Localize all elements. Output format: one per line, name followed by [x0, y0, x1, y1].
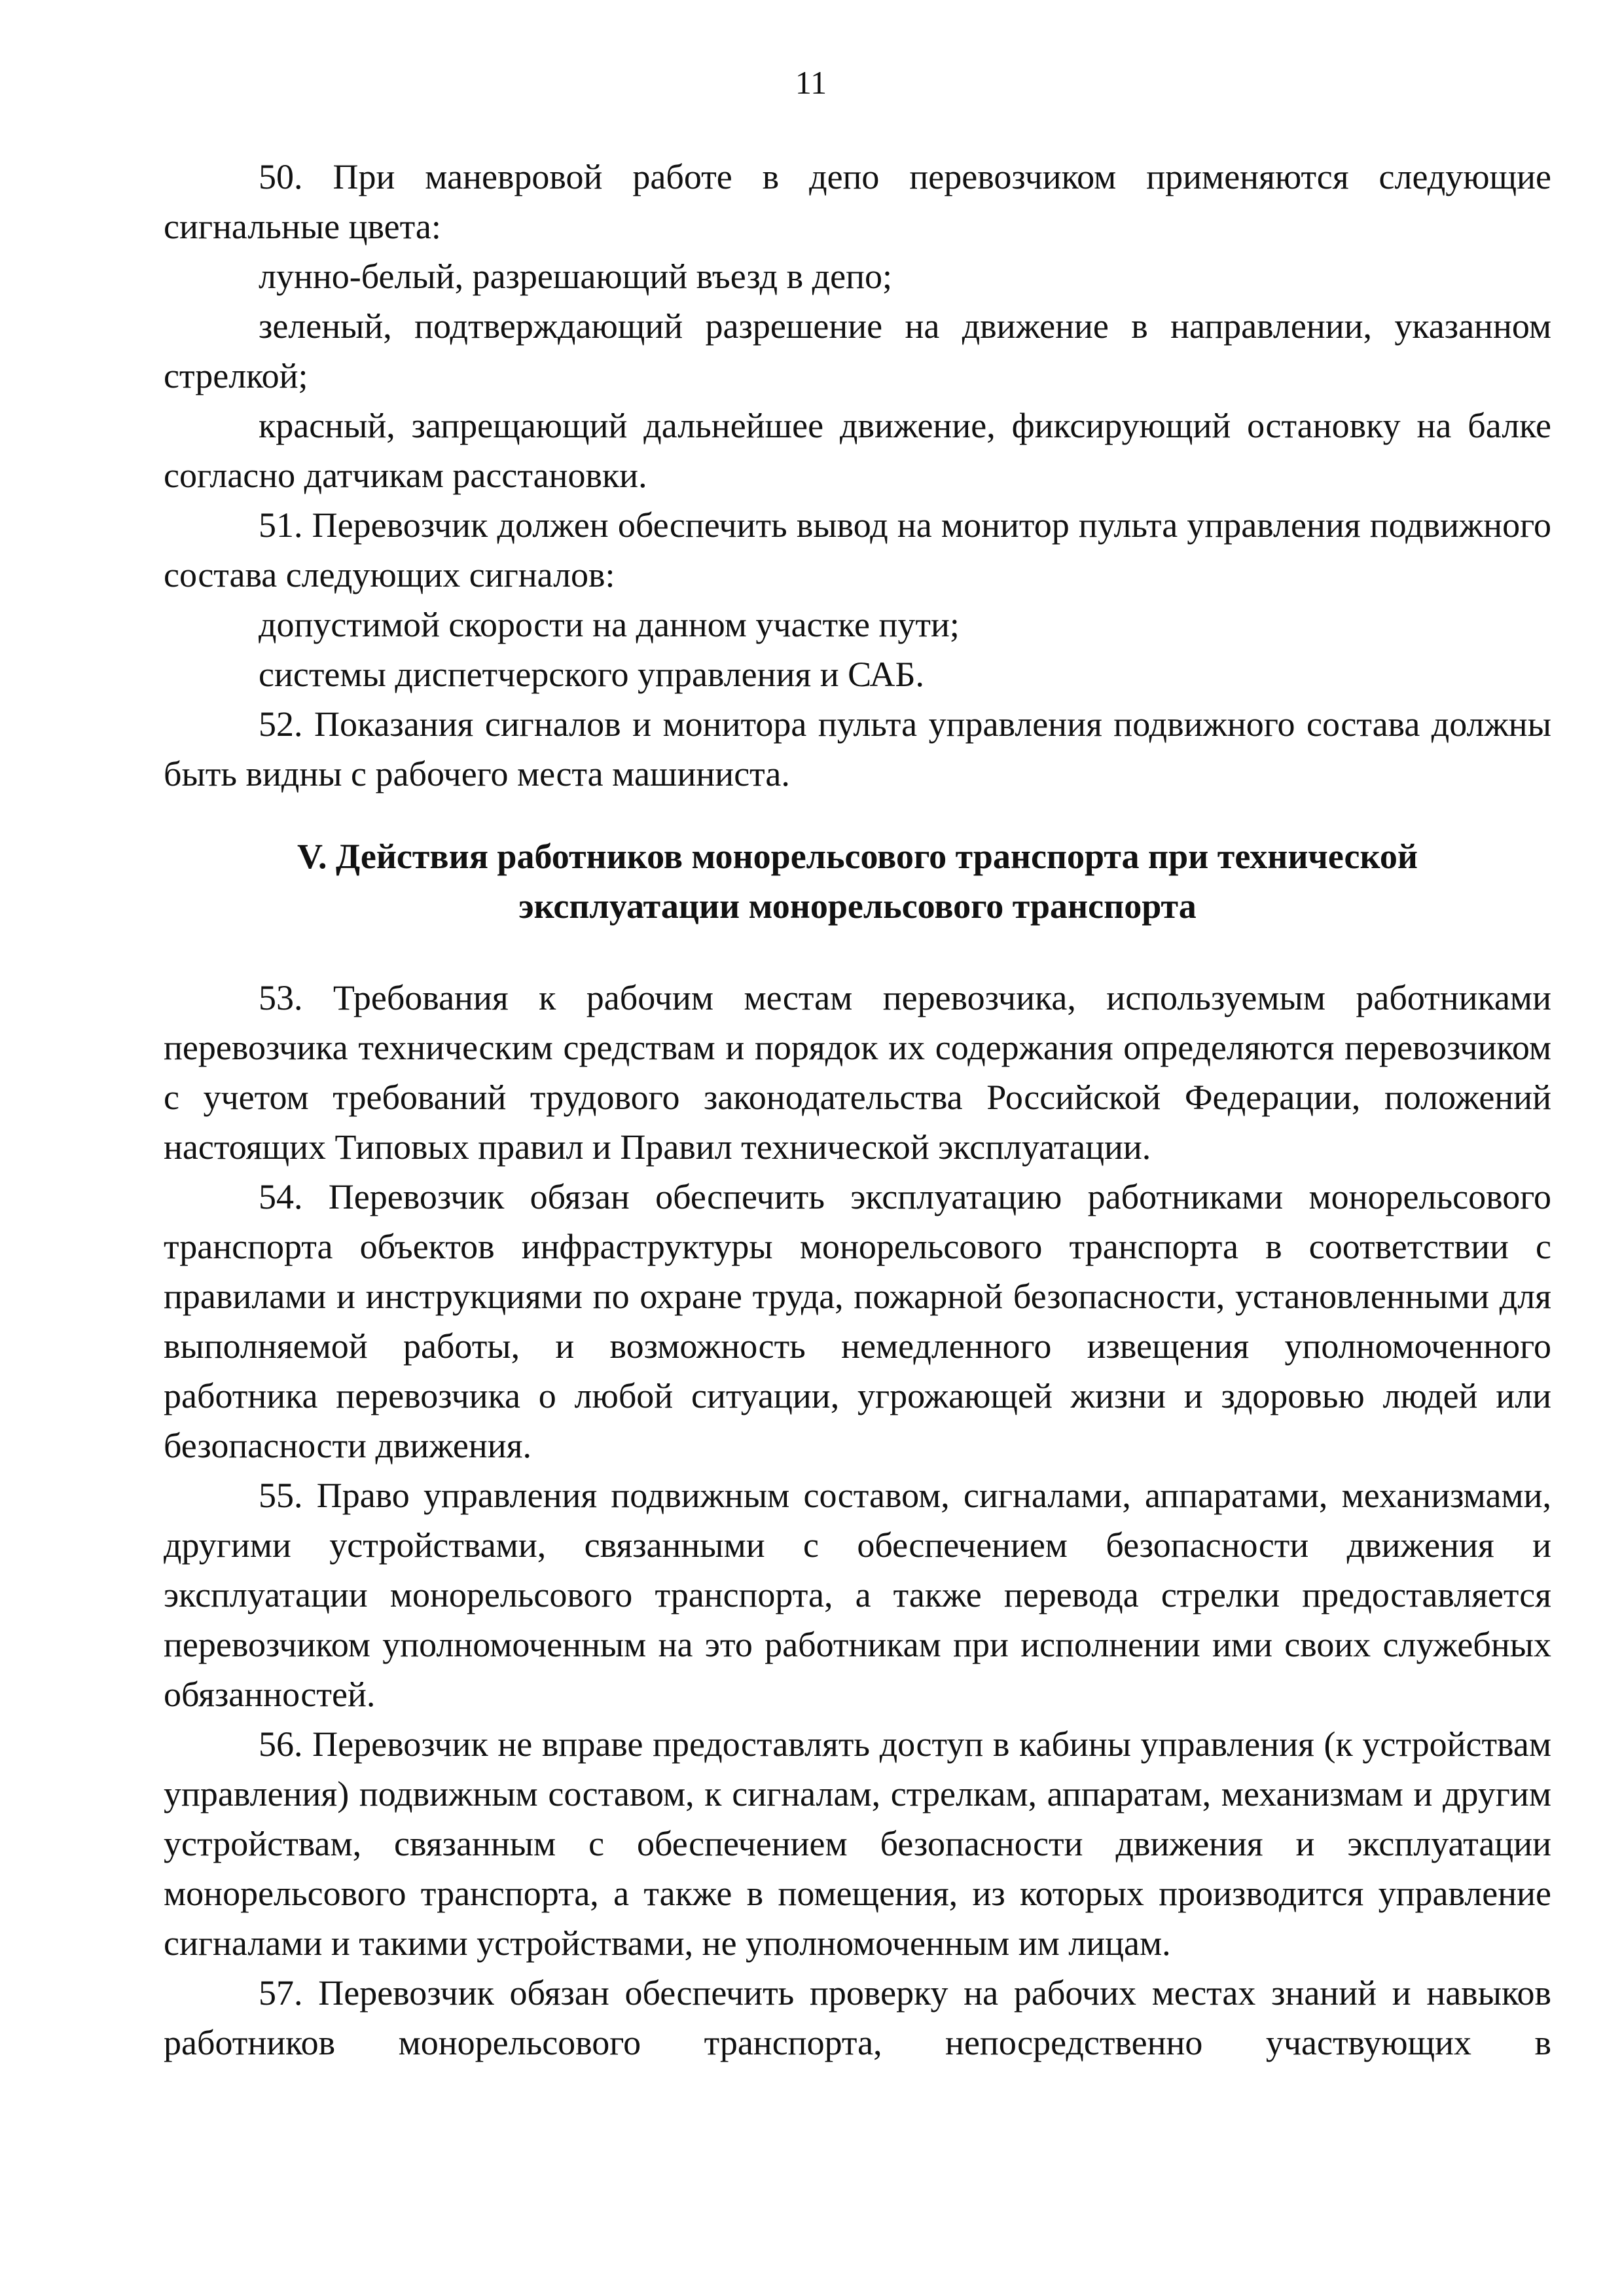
paragraph-55: 55. Право управления подвижным составом, сигналами, аппаратами, механизмами, другими устройствами, связанными с обеспечением безопасности движения и эксплуатации монорельсового транспорта, а также перевода стрелки предоставляется перевозчиком уполномоченным на это работникам при исполнении ими своих служебных обязанностей. — [164, 1476, 1551, 1714]
list-item-dispatch: системы диспетчерского управления и САБ. — [259, 655, 924, 694]
list-item-speed: допустимой скорости на данном участке пути; — [259, 605, 960, 644]
page-number: 11 — [795, 64, 827, 101]
paragraph-54: 54. Перевозчик обязан обеспечить эксплуатацию работниками монорельсового транспорта объектов инфраструктуры монорельсового транспорта в соответствии с правилами и инструкциями по охране труда, пожарной безопасности, установленными для выполняемой работы, и возможность немедленного извещения уполномоченного работника перевозчика о любой ситуации, угрожающей жизни и здоровью людей или безопасности движения. — [164, 1177, 1551, 1465]
list-item-moon-white: лунно-белый, разрешающий въезд в депо; — [259, 257, 892, 296]
paragraph-52: 52. Показания сигналов и монитора пульта управления подвижного состава должны быть видны с рабочего места машиниста. — [164, 704, 1551, 793]
section-heading-line1: V. Действия работников монорельсового транспорта при технической — [297, 837, 1418, 876]
paragraph-53: 53. Требования к рабочим местам перевозчика, используемым работниками перевозчика техническим средствам и порядок их содержания определяются перевозчиком с учетом требований трудового законодательства Российской Федерации, положений настоящих Типовых правил и Правил технической эксплуатации. — [164, 978, 1551, 1167]
list-item-green: зеленый, подтверждающий разрешение на движение в направлении, указанном стрелкой; — [164, 306, 1551, 395]
paragraph-50: 50. При маневровой работе в депо перевозчиком применяются следующие сигнальные цвета: — [164, 157, 1551, 246]
paragraph-57: 57. Перевозчик обязан обеспечить проверку на рабочих местах знаний и навыков работников монорельсового транспорта, непосредственно участвующих в — [164, 1973, 1551, 2062]
section-heading-line2: эксплуатации монорельсового транспорта — [518, 886, 1197, 926]
list-item-red: красный, запрещающий дальнейшее движение, фиксирующий остановку на балке согласно датчикам расстановки. — [164, 406, 1551, 495]
paragraph-56: 56. Перевозчик не вправе предоставлять доступ в кабины управления (к устройствам управления) подвижным составом, к сигналам, стрелкам, аппаратам, механизмам и другим устройствам, связанным с обеспечением безопасности движения и эксплуатации монорельсового транспорта, а также в помещения, из которых производится управление сигналами и такими устройствами, не уполномоченным им лицам. — [164, 1724, 1551, 1963]
section-heading — [164, 831, 1551, 931]
paragraph-51: 51. Перевозчик должен обеспечить вывод на монитор пульта управления подвижного состава следующих сигналов: — [164, 505, 1551, 594]
